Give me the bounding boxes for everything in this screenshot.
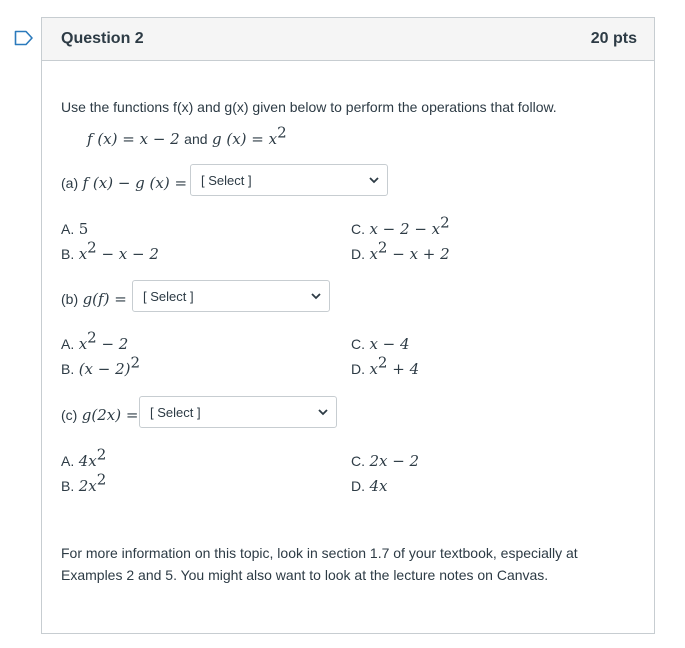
option-text: x − 2 − x: [369, 220, 441, 238]
part-b-prompt: [61, 290, 127, 309]
option-exponent: 2: [130, 353, 141, 372]
part-a-prompt: [61, 174, 187, 193]
option-text: x: [369, 360, 378, 378]
part-b-select[interactable]: [132, 280, 330, 312]
chevron-down-icon: [318, 408, 328, 416]
option-text-tail: + 4: [387, 360, 420, 378]
chevron-down-icon: [369, 176, 379, 184]
option-text: 5: [78, 220, 89, 238]
question-points: 20 pts: [590, 30, 637, 47]
part-b-option-c: [351, 335, 410, 354]
option-text: 4x: [369, 477, 388, 495]
option-letter: D.: [351, 478, 365, 494]
part-a-expression: f (x) − g (x) =: [82, 174, 188, 192]
flag-question-icon[interactable]: [14, 30, 34, 46]
option-letter: C.: [351, 336, 365, 352]
option-letter: A.: [61, 336, 75, 352]
part-c-option-a: [61, 445, 107, 471]
option-letter: B.: [61, 246, 75, 262]
option-letter: B.: [61, 478, 75, 494]
option-exponent: 2: [87, 238, 97, 257]
option-text-tail: − 2: [96, 335, 129, 353]
option-letter: C.: [351, 221, 365, 237]
part-c-option-b: [61, 470, 107, 496]
option-letter: A.: [61, 453, 75, 469]
part-a-select[interactable]: [190, 164, 388, 196]
part-c-option-c: [351, 452, 419, 471]
question-header: [42, 18, 654, 61]
option-exponent: 2: [377, 353, 388, 372]
part-c-select[interactable]: [139, 396, 337, 428]
option-text: (x − 2): [78, 360, 131, 378]
g-exponent: 2: [277, 123, 287, 142]
part-b-option-b: [61, 353, 141, 379]
option-exponent: 2: [377, 238, 388, 257]
option-exponent: 2: [87, 328, 97, 347]
question-title: Question 2: [61, 30, 144, 47]
question-card: [41, 17, 655, 634]
part-a-option-d: [351, 238, 450, 264]
part-a-option-b: [61, 238, 159, 264]
option-text: 2x − 2: [369, 452, 420, 470]
part-c-expression: g(2x) =: [81, 406, 139, 424]
part-c-select-value: [ Select ]: [150, 404, 201, 420]
option-text-tail: − x + 2: [387, 245, 450, 263]
option-exponent: 2: [96, 445, 107, 464]
option-text: 4x: [78, 452, 97, 470]
option-text: x: [369, 245, 378, 263]
part-c-label: (c): [61, 407, 78, 423]
option-text: x: [78, 335, 88, 353]
g-definition: g (x) = x: [211, 130, 278, 148]
part-c-prompt: [61, 406, 138, 425]
option-text-tail: − x − 2: [96, 245, 159, 263]
part-a-label: (a): [61, 175, 79, 191]
part-b-option-d: [351, 353, 420, 379]
part-c-option-d: [351, 477, 387, 496]
option-text: 2x: [78, 477, 97, 495]
option-letter: D.: [351, 361, 365, 377]
option-letter: B.: [61, 361, 75, 377]
intro-text: Use the functions f(x) and g(x) given below to perform the operations that follow.: [61, 99, 557, 115]
option-letter: C.: [351, 453, 365, 469]
function-definition: [87, 123, 287, 149]
part-a-option-a: [61, 220, 88, 239]
chevron-down-icon: [311, 292, 321, 300]
part-a-select-value: [ Select ]: [201, 172, 252, 188]
part-b-expression: g(f) =: [82, 290, 127, 308]
option-letter: A.: [61, 221, 75, 237]
part-a-option-c: [351, 213, 450, 239]
option-exponent: 2: [440, 213, 450, 232]
option-text: x: [78, 245, 88, 263]
part-b-select-value: [ Select ]: [143, 288, 194, 304]
part-b-label: (b): [61, 291, 79, 307]
and-word: and: [184, 131, 208, 147]
option-exponent: 2: [96, 470, 107, 489]
option-letter: D.: [351, 246, 365, 262]
f-definition: f (x) = x − 2: [87, 130, 180, 148]
part-b-option-a: [61, 328, 129, 354]
option-text: x − 4: [369, 335, 410, 353]
footer-note: For more information on this topic, look in section 1.7 of your textbook, especially at Examples 2 and 5. You might also want to look at the lecture notes on Canvas.: [61, 545, 578, 583]
